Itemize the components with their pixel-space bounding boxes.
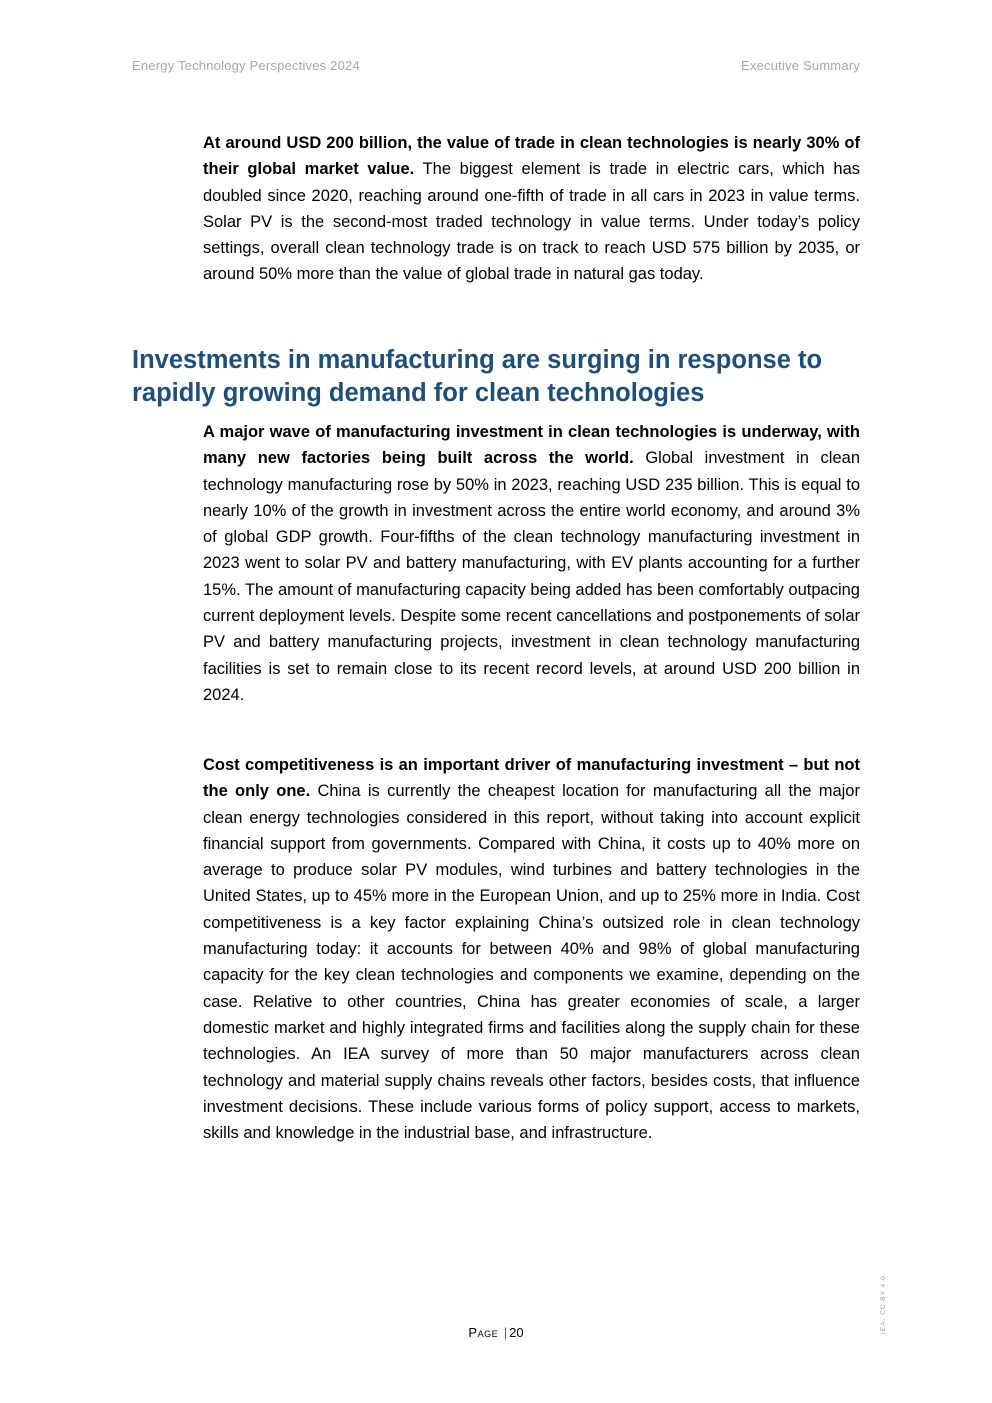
paragraph-trade <box>203 130 860 288</box>
paragraph-investment-wave <box>203 419 860 708</box>
paragraph-body: China is currently the cheapest location for manufacturing all the major clean energy technologies considered in this report, without taking into account explicit financial support from governments. Compared with China, it costs up to 40% more on average to produce solar PV modules, wind turbines and battery technologies in the United States, up to 45% more in the European Union, and up to 25% more in India. Cost competitiveness is a key factor explaining China’s outsized role in clean technology manufacturing today: it accounts for between 40% and 98% of global manufacturing capacity for the key clean technologies and components we examine, depending on the case. Relative to other countries, China has greater economies of scale, a larger domestic market and highly integrated firms and facilities along the supply chain for these technologies. An IEA survey of more than 50 major manufacturers across clean technology and material supply chains reveals other factors, besides costs, that influence investment decisions. These include various forms of policy support, access to markets, skills and knowledge in the industrial base, and infrastructure. <box>203 782 860 1143</box>
chapter-title: Executive Summary <box>741 58 860 73</box>
paragraph-body: Global investment in clean technology manufacturing rose by 50% in 2023, reaching USD 235 billion. This is equal to nearly 10% of the growth in investment across the entire world economy, and around 3% of global GDP growth. Four-fifths of the clean technology manufacturing investment in 2023 went to solar PV and battery manufacturing, with EV plants accounting for a further 15%. The amount of manufacturing capacity being added has been comfortably outpacing current deployment levels. Despite some recent cancellations and postponements of solar PV and battery manufacturing projects, investment in clean technology manufacturing facilities is set to remain close to its recent record levels, at around USD 200 billion in 2024. <box>203 449 860 704</box>
license-mark: IEA. CC BY 4.0. <box>880 1272 887 1334</box>
footer-separator: | <box>503 1325 508 1340</box>
paragraph-lead: A major wave of manufacturing investment in clean technologies is underway, with many new factories being built across the world. <box>203 423 860 468</box>
paragraph-lead: At around USD 200 billion, the value of trade in clean technologies is nearly 30% of their global market value. <box>203 134 860 179</box>
paragraph-body: The biggest element is trade in electric cars, which has doubled since 2020, reaching around one-fifth of trade in all cars in 2023 in value terms. Solar PV is the second-most traded technology in value terms. Under today’s policy settings, overall clean technology trade is on track to reach USD 575 billion by 2035, or around 50% more than the value of global trade in natural gas today. <box>203 160 860 284</box>
page-number: 20 <box>509 1325 524 1340</box>
running-header <box>132 58 860 76</box>
section-heading: Investments in manufacturing are surging in response to rapidly growing demand for clean technologies <box>132 346 823 407</box>
page-footer <box>0 1325 992 1340</box>
paragraph-cost-competitiveness <box>203 752 860 1146</box>
paragraph-lead: Cost competitiveness is an important driver of manufacturing investment – but not the only one. <box>203 756 860 801</box>
report-title: Energy Technology Perspectives 2024 <box>132 58 360 73</box>
page-label: Page <box>468 1325 499 1340</box>
